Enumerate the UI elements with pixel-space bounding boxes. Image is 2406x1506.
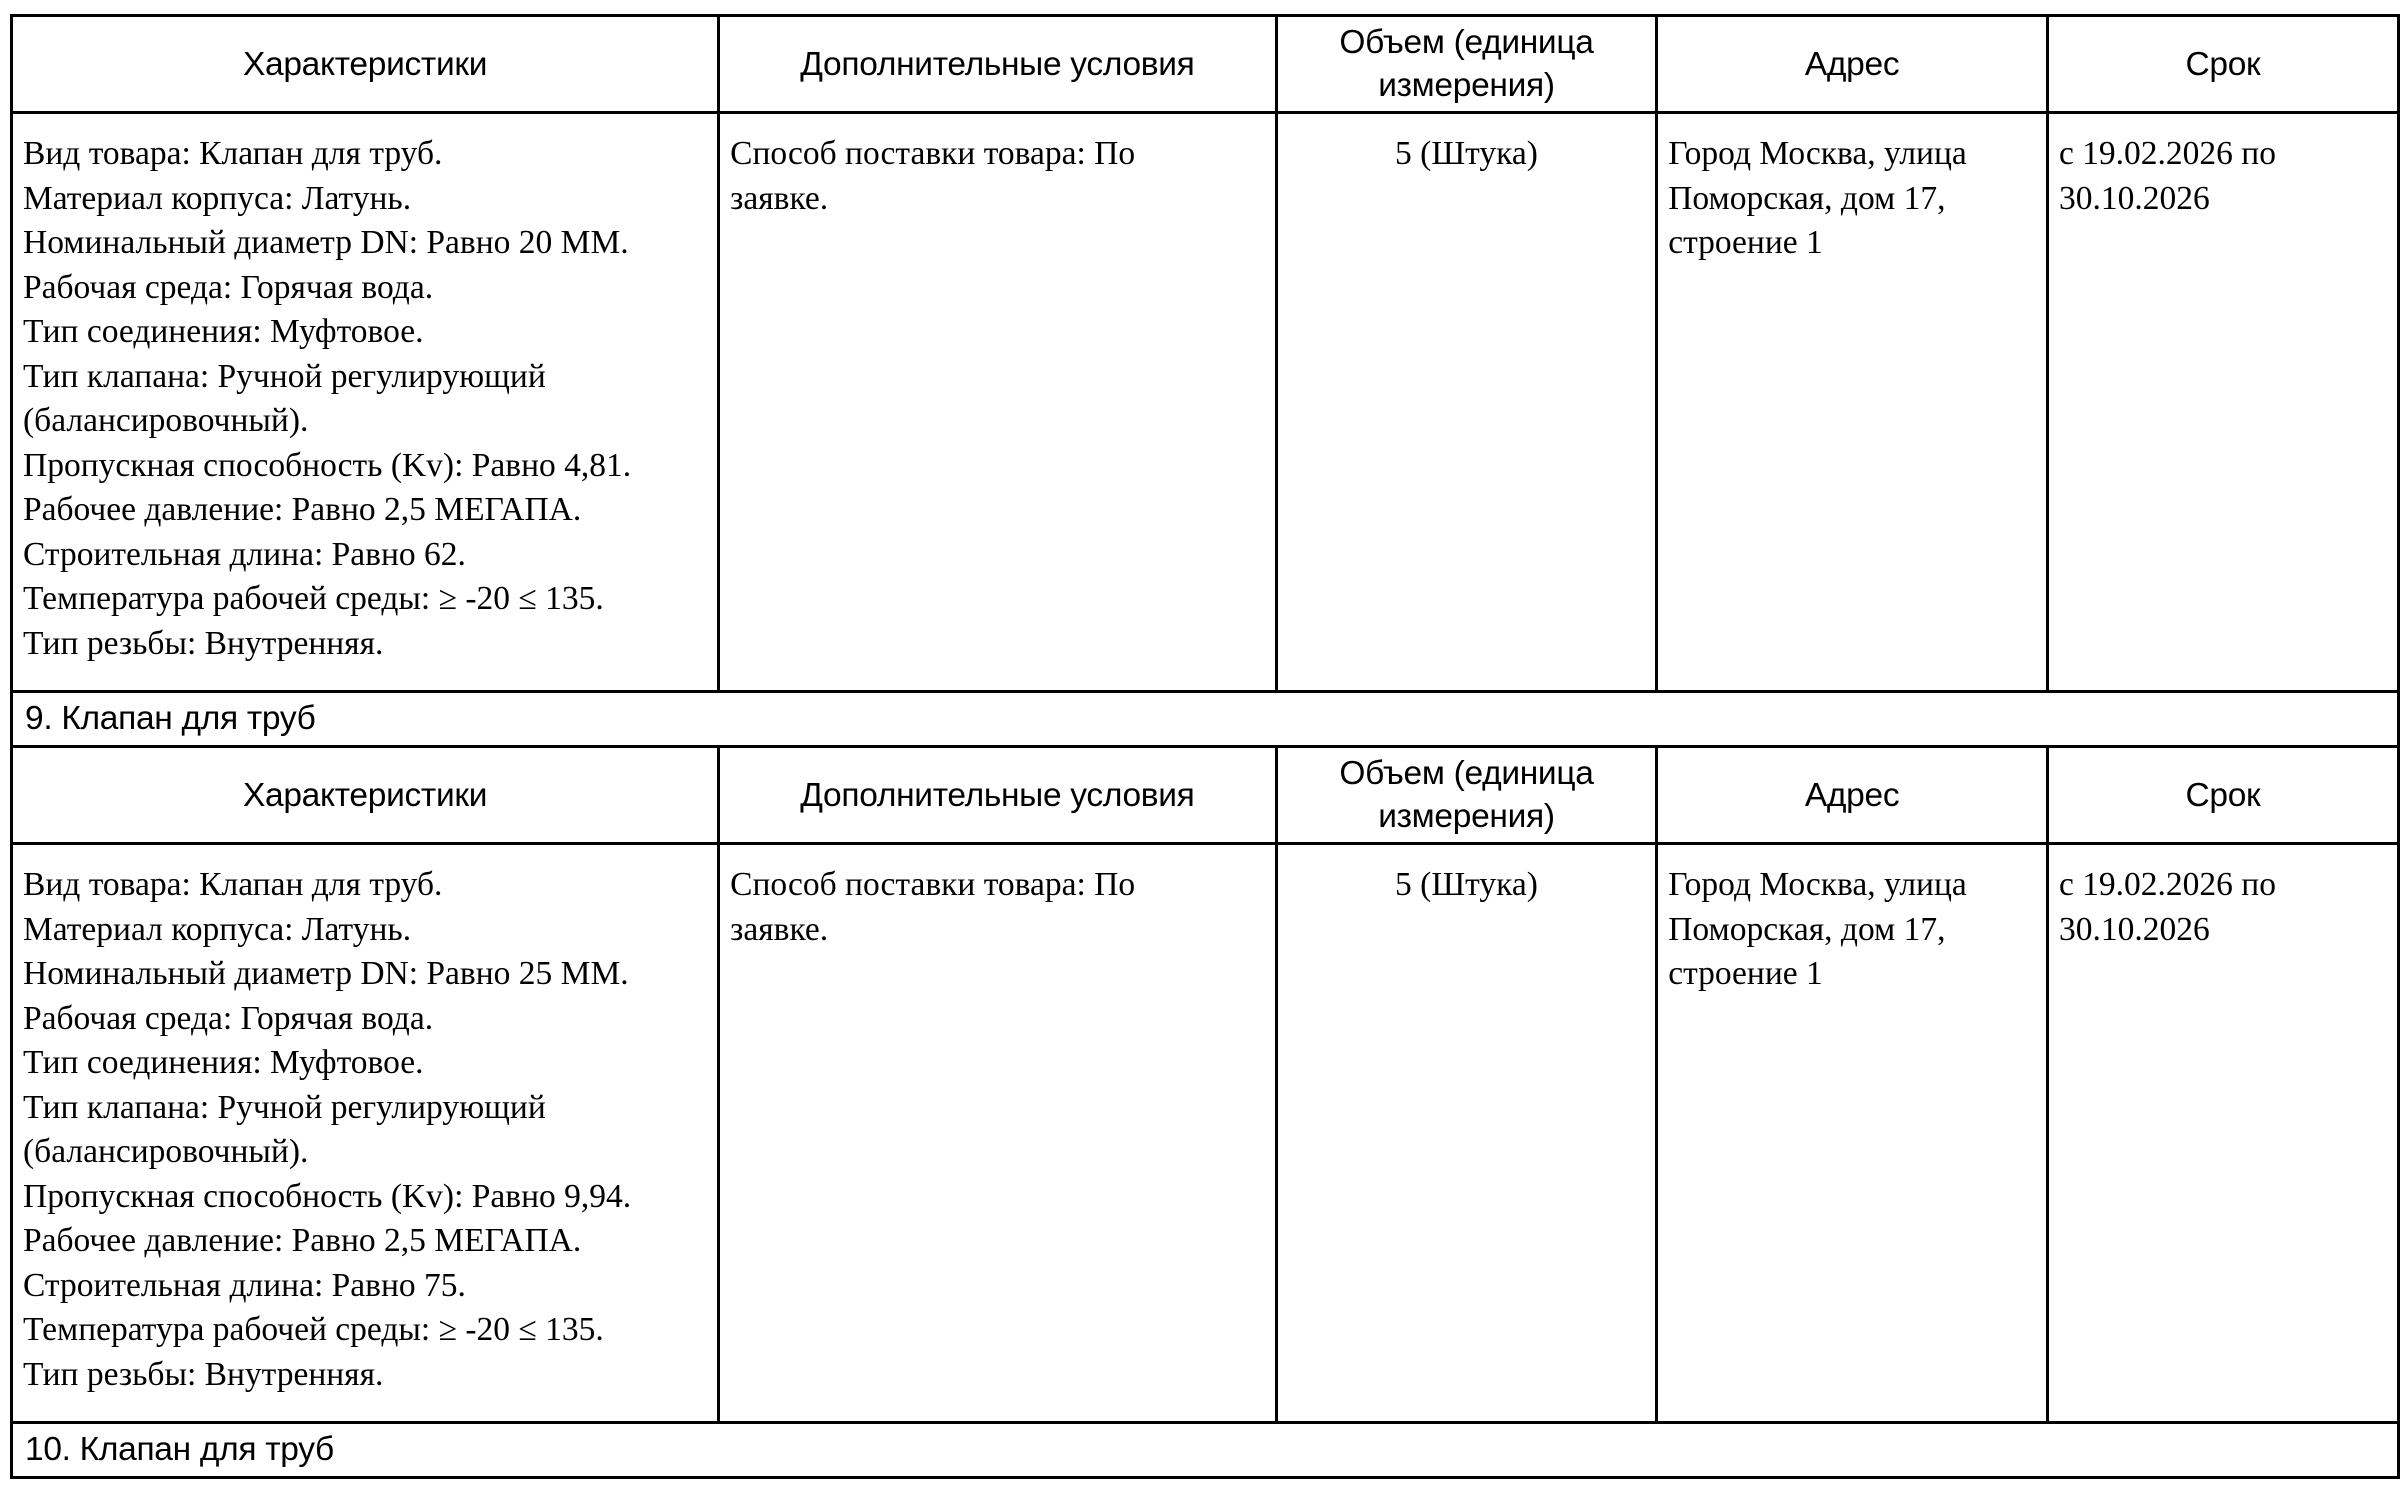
- header-row: [12, 747, 2399, 844]
- characteristic-line: Строительная длина: Равно 62.: [23, 535, 466, 573]
- header-volume-line1: Объем (единица: [1339, 755, 1594, 792]
- address-line: Город Москва, улица: [1668, 135, 1967, 172]
- characteristic-line: Номинальный диаметр DN: Равно 25 ММ.: [23, 955, 629, 992]
- address-line: Поморская, дом 17,: [1668, 910, 1946, 948]
- item-table-2: [10, 745, 2400, 1479]
- item-row: [12, 844, 2399, 1423]
- characteristic-line: Тип резьбы: Внутренняя.: [23, 1355, 384, 1393]
- address-line: Поморская, дом 17,: [1668, 179, 1946, 217]
- header-address: Адрес: [1657, 16, 2048, 113]
- header-volume-line2: измерения): [1378, 798, 1555, 835]
- term-line: 30.10.2026: [2058, 910, 2210, 948]
- conditions-line: заявке.: [730, 179, 829, 217]
- cell-term: [2047, 113, 2398, 692]
- characteristic-line: Рабочая среда: Горячая вода.: [23, 268, 434, 306]
- section-title: 9. Клапан для труб: [12, 692, 2399, 747]
- header-address: Адрес: [1657, 747, 2048, 844]
- characteristic-line: Материал корпуса: Латунь.: [23, 179, 412, 217]
- item-row: [12, 113, 2399, 692]
- cell-characteristics: [12, 113, 719, 692]
- cell-characteristics: [12, 844, 719, 1423]
- section-row: [12, 692, 2399, 747]
- address-line: строение 1: [1668, 955, 1823, 992]
- term-line: 30.10.2026: [2058, 179, 2210, 217]
- volume-value: 5 (Штука): [1395, 866, 1538, 903]
- address-line: Город Москва, улица: [1668, 866, 1967, 903]
- cell-volume: [1276, 113, 1657, 692]
- header-term: Срок: [2047, 16, 2398, 113]
- conditions-line: Способ поставки товара: По: [730, 135, 1136, 172]
- characteristic-line: Пропускная способность (Kv): Равно 9,94.: [23, 1177, 632, 1215]
- characteristic-line: Строительная длина: Равно 75.: [23, 1266, 466, 1304]
- characteristic-line: Тип клапана: Ручной регулирующий: [23, 1088, 546, 1126]
- cell-volume: [1276, 844, 1657, 1423]
- characteristic-line: Номинальный диаметр DN: Равно 20 ММ.: [23, 224, 629, 261]
- characteristic-line: (балансировочный).: [23, 402, 309, 439]
- characteristic-line: Тип соединения: Муфтовое.: [23, 1044, 424, 1081]
- specification-document: [10, 14, 2400, 1479]
- header-volume: [1276, 747, 1657, 844]
- header-characteristics: Характеристики: [12, 16, 719, 113]
- characteristic-line: (балансировочный).: [23, 1133, 309, 1170]
- header-conditions: Дополнительные условия: [719, 16, 1277, 113]
- item-table-1: [10, 14, 2400, 748]
- header-volume-line1: Объем (единица: [1339, 24, 1594, 61]
- characteristic-line: Рабочее давление: Равно 2,5 МЕГАПА.: [23, 491, 582, 528]
- header-term: Срок: [2047, 747, 2398, 844]
- section-row: [12, 1423, 2399, 1478]
- address-line: строение 1: [1668, 224, 1823, 261]
- characteristic-line: Тип резьбы: Внутренняя.: [23, 624, 384, 662]
- characteristic-line: Рабочая среда: Горячая вода.: [23, 999, 434, 1037]
- header-volume: [1276, 16, 1657, 113]
- header-characteristics: Характеристики: [12, 747, 719, 844]
- characteristic-line: Рабочее давление: Равно 2,5 МЕГАПА.: [23, 1222, 582, 1259]
- characteristic-line: Температура рабочей среды: ≥ -20 ≤ 135.: [23, 580, 604, 617]
- term-line: с 19.02.2026 по: [2058, 135, 2276, 172]
- cell-term: [2047, 844, 2398, 1423]
- cell-address: [1657, 113, 2048, 692]
- characteristic-line: Тип соединения: Муфтовое.: [23, 313, 424, 350]
- characteristic-line: Материал корпуса: Латунь.: [23, 910, 412, 948]
- characteristic-line: Температура рабочей среды: ≥ -20 ≤ 135.: [23, 1311, 604, 1348]
- term-line: с 19.02.2026 по: [2058, 866, 2276, 903]
- characteristic-line: Вид товара: Клапан для труб.: [23, 866, 443, 903]
- cell-address: [1657, 844, 2048, 1423]
- header-row: [12, 16, 2399, 113]
- section-title: 10. Клапан для труб: [12, 1423, 2399, 1478]
- characteristic-line: Вид товара: Клапан для труб.: [23, 135, 443, 172]
- cell-conditions: [719, 844, 1277, 1423]
- cell-conditions: [719, 113, 1277, 692]
- volume-value: 5 (Штука): [1395, 135, 1538, 172]
- characteristic-line: Пропускная способность (Kv): Равно 4,81.: [23, 446, 632, 484]
- characteristic-line: Тип клапана: Ручной регулирующий: [23, 357, 546, 395]
- header-volume-line2: измерения): [1378, 67, 1555, 104]
- conditions-line: заявке.: [730, 910, 829, 948]
- conditions-line: Способ поставки товара: По: [730, 866, 1136, 903]
- header-conditions: Дополнительные условия: [719, 747, 1277, 844]
